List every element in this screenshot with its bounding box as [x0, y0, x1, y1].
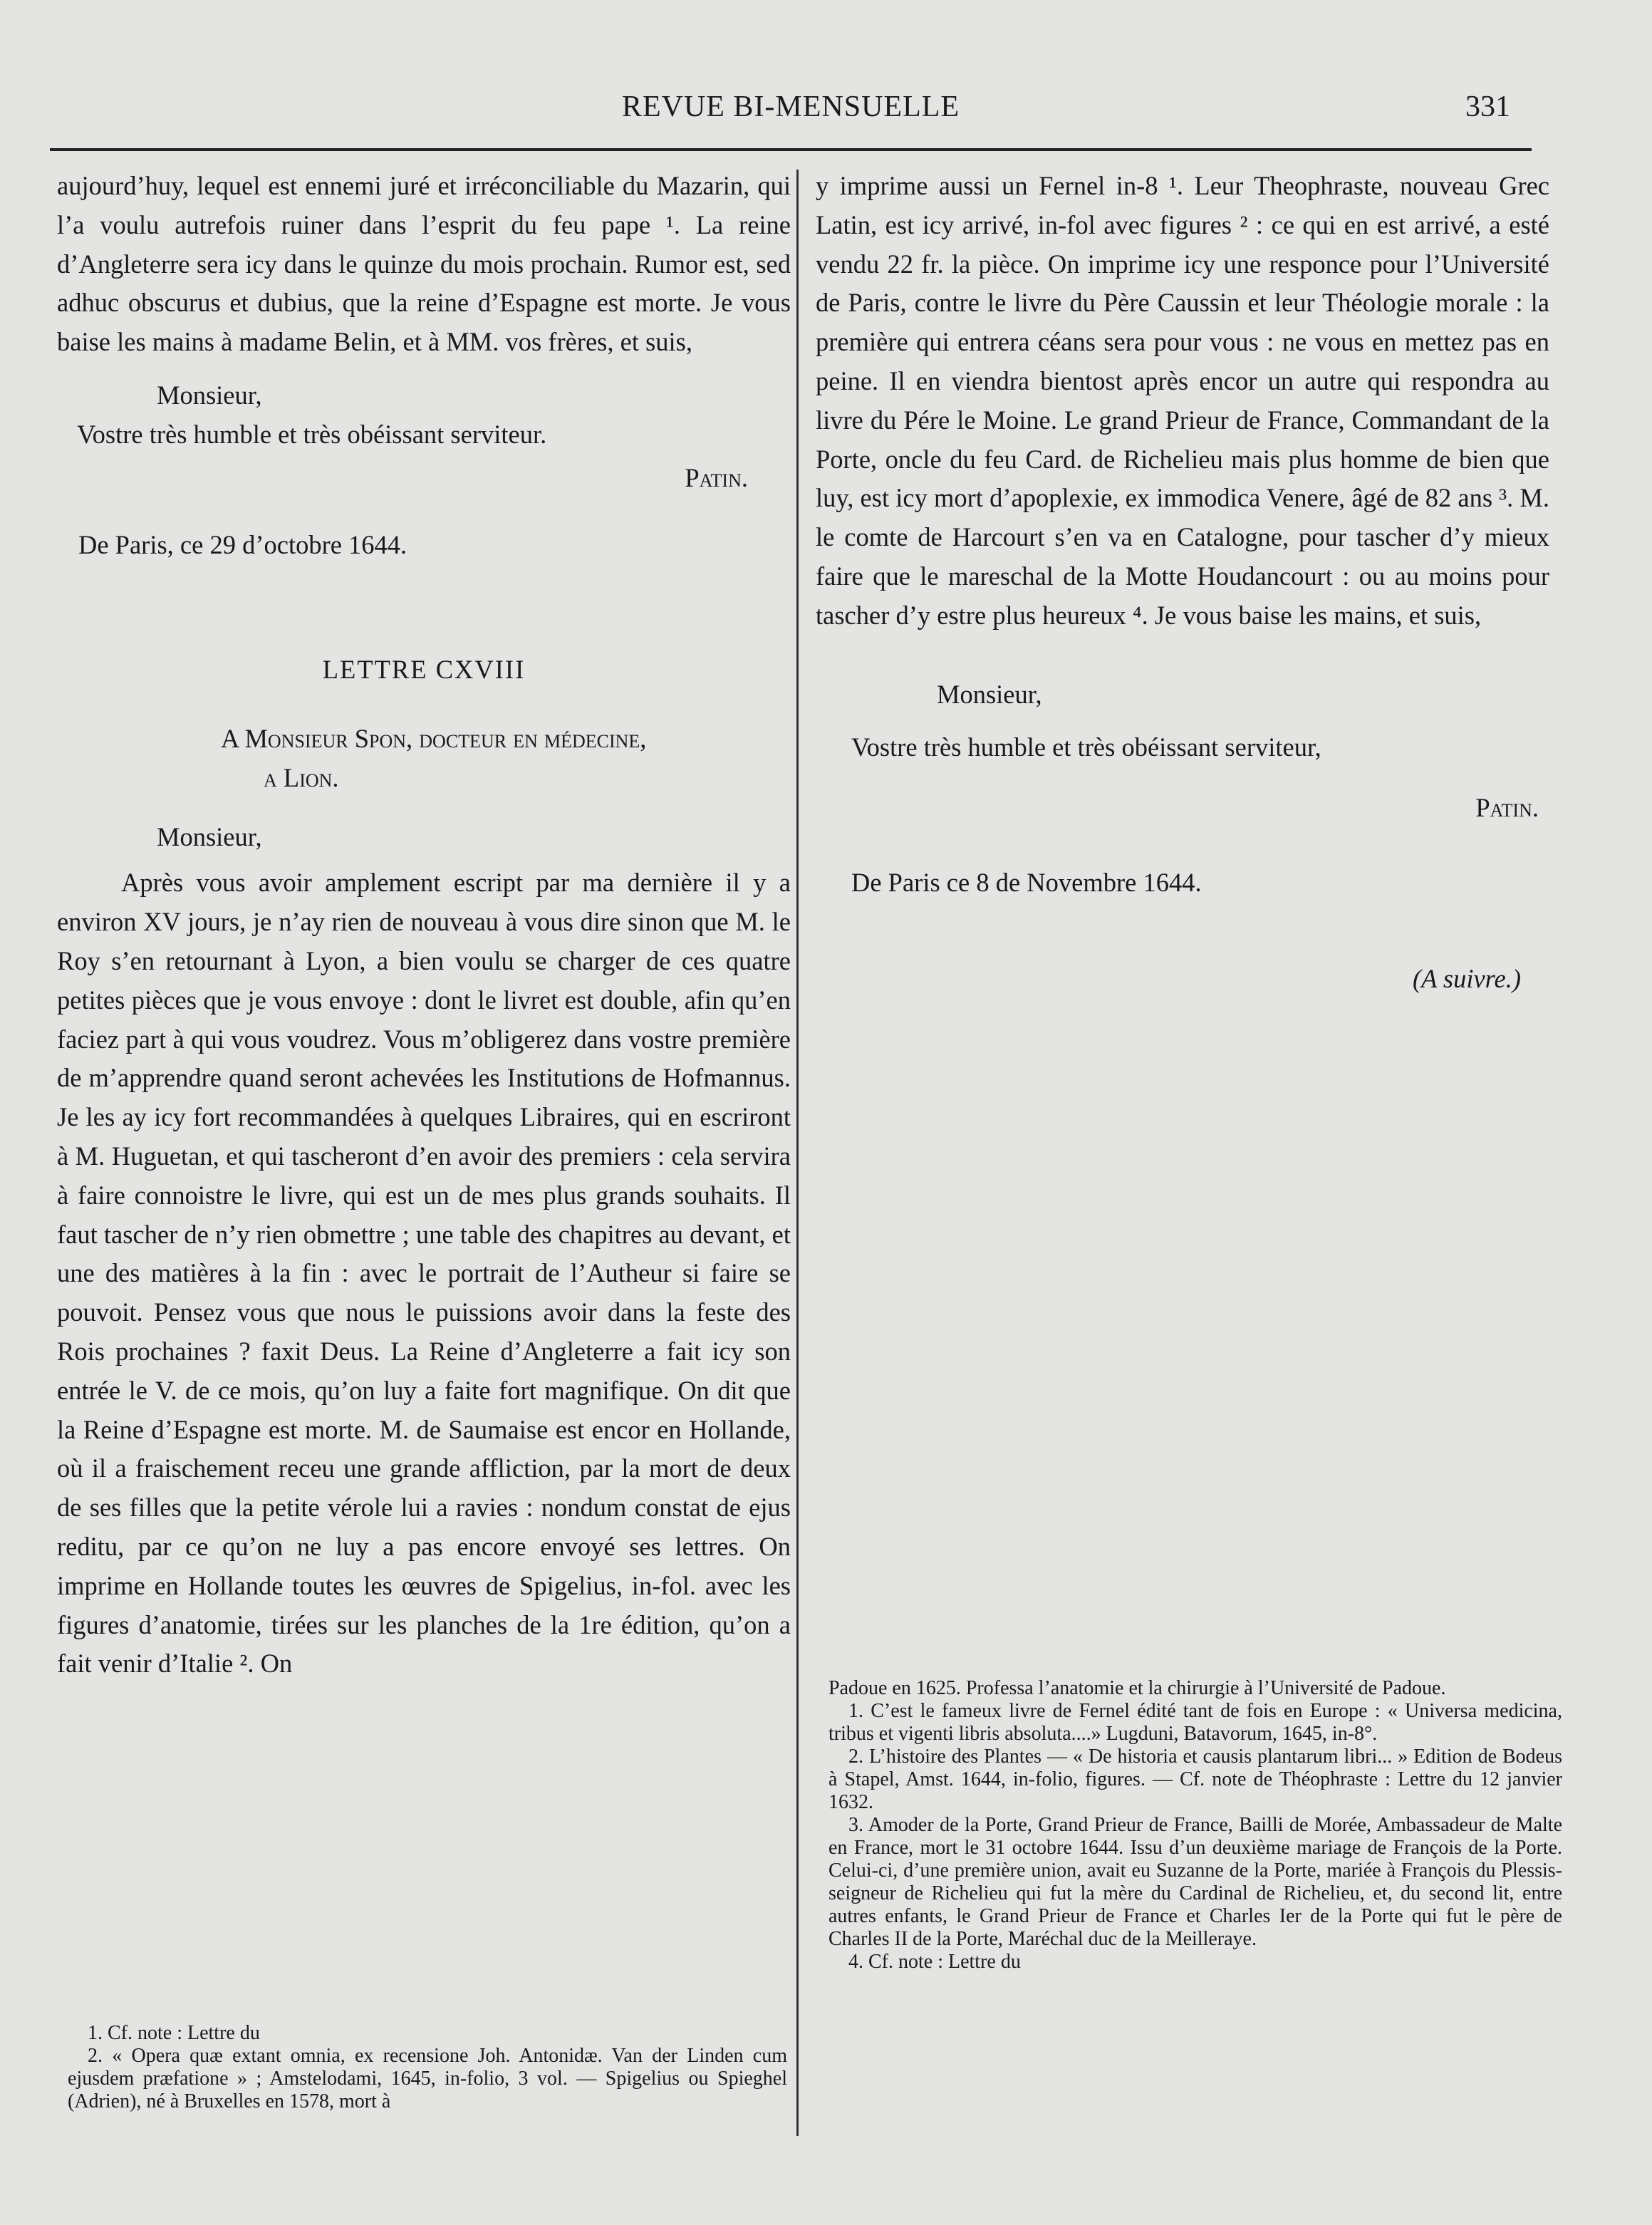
footnote: 2. L’histoire des Plantes — « De historia et causis plantarum libri... » Edition de Bodeus à Stapel, Amst. 1644, in-folio, figures. — Cf. note de Théophraste : Lettre du 12 janvier 1632.	[828, 1746, 1562, 1813]
letter-body: Après vous avoir amplement escript par ma dernière il y a environ XV jours, je n’ay rien de nouveau à vous dire sinon que M. le Roy s’en retournant à Lyon, a bien voulu se charger de ces quatre petites pièces que je vous envoye : dont le livret est double, afin qu’en faciez part à qui vous voudrez. Vous m’obligerez dans vostre première de m’apprendre quand seront achevées les Institutions de Hofmannus. Je les ay icy fort recommandées à quelques Libraires, qui en escriront à M. Huguetan, et qui tascheront d’en avoir des premiers : cela servira à faire connoistre le livre, qui est un de mes plus grands souhaits. Il faut tascher de n’y rien obmettre ; une table des chapitres au devant, et une des matières à la fin : avec le portrait de l’Autheur si faire se pouvoit. Pensez vous que nous le puissions avoir dans la feste des Rois prochaines ? faxit Deus. La Reine d’Angleterre a fait icy son entrée le V. de ce mois, qu’on luy a faite fort magnifique. On dit que la Reine d’Espagne est morte. M. de Saumaise est encor en Hollande, où il a fraischement receu une grande affliction, par la mort de deux de ses filles que la petite vérole lui a ravies : nondum constat de ejus reditu, par ce qu’on ne luy a pas encore envoyé ses lettres. On imprime en Hollande toutes les œuvres de Spigelius, in-fol. avec les figures d’anatomie, tirées sur les planches de la 1re édition, qu’on a fait venir d’Italie ². On	[57, 868, 791, 1679]
running-title: REVUE BI-MENSUELLE	[621, 90, 960, 123]
header-rule	[50, 148, 1532, 151]
addressee-place: a Lion.	[264, 762, 339, 792]
footnote: Padoue en 1625. Professa l’anatomie et la chirurgie à l’Université de Padoue.	[828, 1677, 1446, 1699]
footnote: 2. « Opera quæ extant omnia, ex recensione Joh. Antonidæ. Van der Linden cum ejusdem præfatione » ; Amstelodami, 1645, in-folio, 3 vol. — Spigelius ou Spieghel (Adrien), né à Bruxelles en 1578, mort à	[68, 2045, 787, 2112]
addressee-line: A Monsieur Spon, docteur en médecine,	[221, 723, 647, 753]
letter-body-continued: y imprime aussi un Fernel in-8 ¹. Leur Theophraste, nouveau Grec Latin, est icy arrivé, in-fol avec figures ² : ce qui en est arrivé, a esté vendu 22 fr. la pièce. On imprime icy une responce pour l’Université de Paris, contre le livre du Père Caussin et leur Théologie morale : la première qui entrera céans sera pour vous : ne vous en mettez pas en peine. Il en viendra bientost après encor un autre qui respondra au livre du Pére le Moine. Le grand Prieur de France, Commandant de la Porte, oncle du feu Card. de Richelieu mais plus homme de bien que luy, est icy mort d’apoplexie, ex immodica Venere, âgé de 82 ans ³. M. le comte de Harcourt s’en va en Catalogne, pour tascher d’y mieux faire que le mareschal de la Motte Houdancourt : ou au moins pour tascher d’y estre plus heureux ⁴. Je vous baise les mains, et suis,	[816, 171, 1549, 630]
signature: Patin.	[1475, 793, 1539, 823]
letter-date: De Paris, ce 29 d’octobre 1644.	[78, 530, 407, 560]
page-number: 331	[1465, 90, 1510, 123]
letter-date: De Paris ce 8 de Novembre 1644.	[851, 867, 1202, 897]
footnote: 1. C’est le fameux livre de Fernel édité tant de fois en Europe : « Universa medicina, tribus et vigenti libris absoluta....» Lugduni, Batavorum, 1645, in-8°.	[828, 1700, 1562, 1745]
footnote: 1. Cf. note : Lettre du	[88, 2022, 260, 2044]
to-be-continued: (A suivre.)	[1412, 963, 1521, 993]
page-header	[50, 84, 1532, 134]
footnotes-left	[68, 2022, 787, 2113]
closing-formula: Vostre très humble et très obéissant serviteur,	[851, 732, 1321, 762]
salutation: Monsieur,	[937, 679, 1042, 709]
footnote: 4. Cf. note : Lettre du	[848, 1951, 1021, 1973]
right-column	[816, 167, 1549, 999]
greeting: Monsieur,	[157, 821, 262, 851]
footnote: 3. Amoder de la Porte, Grand Prieur de France, Bailli de Morée, Ambassadeur de Malte en France, mort le 31 octobre 1644. Issu d’un deuxième mariage de François de la Porte. Celui-ci, d’une première union, avait eu Suzanne de la Porte, mariée à François du Plessis-seigneur de Richelieu qui fut la mère du Cardinal de Richelieu, et, du second lit, entre autres enfants, le Grand Prieur de France et Charles Ier de la Porte qui fut le père de Charles II de la Porte, Maréchal duc de la Meilleraye.	[828, 1814, 1562, 1950]
salutation: Monsieur,	[157, 380, 262, 410]
column-divider	[796, 170, 799, 2136]
footnotes-right	[828, 1677, 1562, 1974]
closing-formula: Vostre très humble et très obéissant serviteur.	[77, 419, 547, 449]
letter-continuation: aujourd’huy, lequel est ennemi juré et irréconciliable du Mazarin, qui l’a voulu autrefois ruiner dans l’esprit du feu pape ¹. La reine d’Angleterre sera icy dans le quinze du mois prochain. Rumor est, sed adhuc obscurus et dubius, que la reine d’Espagne est morte. Je vous baise les mains à madame Belin, et à MM. vos frères, et suis,	[57, 171, 791, 357]
signature: Patin.	[685, 462, 748, 492]
letter-title: LETTRE CXVIII	[322, 655, 526, 685]
left-column	[57, 167, 791, 1684]
